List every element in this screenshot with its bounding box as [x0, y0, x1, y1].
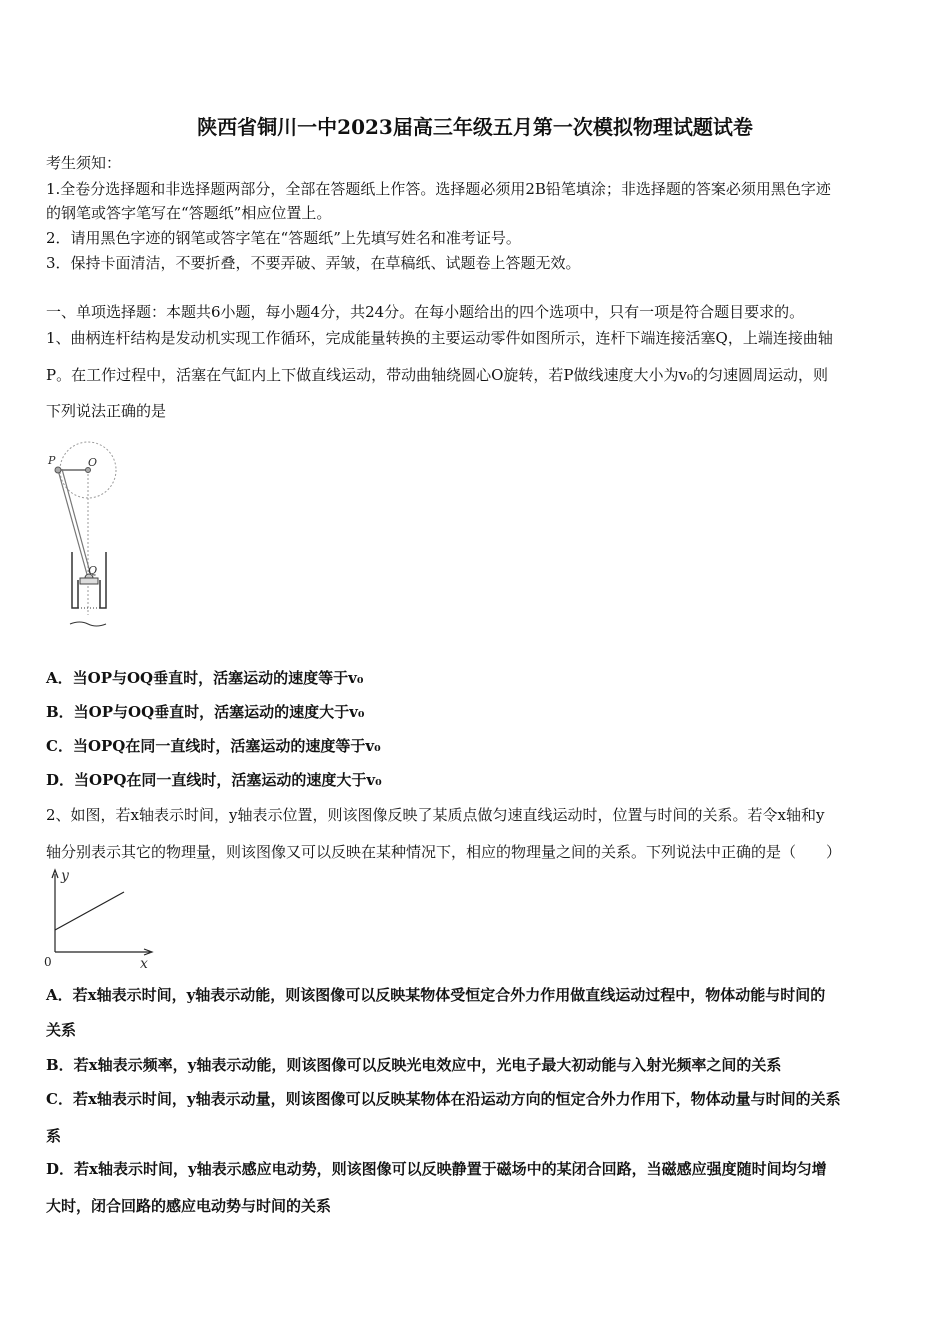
q2-option-b: B．若x轴表示频率，y轴表示动能，则该图像可以反映光电效应中，光电子最大初动能与入射光频率之间的关系 — [46, 1056, 782, 1074]
q2-option-c-cont: 系 — [46, 1127, 62, 1145]
q2-text: 轴分别表示其它的物理量，则该图像又可以反映在某种情况下，相应的物理量之间的关系。下列说法中正确的是（ ） — [46, 843, 842, 861]
label-p: P — [48, 454, 56, 467]
notice-line: 3．保持卡面清洁，不要折叠，不要弄破、弄皱，在草稿纸、试题卷上答题无效。 — [46, 254, 581, 272]
q2-option-c: C．若x轴表示时间，y轴表示动量，则该图像可以反映某物体在沿运动方向的恒定合外力作用下，物体动量与时间的关系 — [46, 1090, 841, 1108]
q1-option-c: C．当OPQ在同一直线时，活塞运动的速度等于v₀ — [46, 737, 381, 755]
crank-figure — [44, 440, 124, 640]
q1-text: P。在工作过程中，活塞在气缸内上下做直线运动，带动曲轴绕圆心O旋转，若P做线速度大小为v₀的匀速圆周运动，则 — [46, 366, 828, 384]
section-heading: 一、单项选择题：本题共6小题，每小题4分，共24分。在每小题给出的四个选项中，只有一项是符合题目要求的。 — [46, 303, 805, 321]
q1-text: 1、曲柄连杆结构是发动机实现工作循环，完成能量转换的主要运动零件如图所示，连杆下端连接活塞Q，上端连接曲轴 — [46, 329, 833, 347]
linear-graph — [40, 866, 160, 974]
label-q: Q — [88, 564, 98, 577]
origin-label: 0 — [44, 955, 52, 969]
notice-heading: 考生须知： — [46, 154, 122, 172]
axis-y-label: y — [61, 868, 69, 884]
page-title: 陕西省铜川一中2023届高三年级五月第一次模拟物理试题试卷 — [197, 115, 753, 139]
axis-x-label: x — [140, 956, 148, 972]
q2-text: 2、如图，若x轴表示时间，y轴表示位置，则该图像反映了某质点做匀速直线运动时，位置与时间的关系。若令x轴和y — [46, 806, 825, 824]
notice-line: 2．请用黑色字迹的钢笔或答字笔在“答题纸”上先填写姓名和准考证号。 — [46, 229, 521, 247]
q2-option-d: D．若x轴表示时间，y轴表示感应电动势，则该图像可以反映静置于磁场中的某闭合回路，当磁感应强度随时间均匀增 — [46, 1160, 827, 1178]
q1-text: 下列说法正确的是 — [46, 402, 167, 420]
q1-option-a: A．当OP与OQ垂直时，活塞运动的速度等于v₀ — [46, 669, 364, 687]
q1-option-b: B．当OP与OQ垂直时，活塞运动的速度大于v₀ — [46, 703, 365, 721]
q2-option-a-cont: 关系 — [46, 1021, 77, 1039]
q2-option-d-cont: 大时，闭合回路的感应电动势与时间的关系 — [46, 1197, 332, 1215]
q2-option-a: A．若x轴表示时间，y轴表示动能，则该图像可以反映某物体受恒定合外力作用做直线运动过程中，物体动能与时间的 — [46, 986, 826, 1004]
q1-option-d: D．当OPQ在同一直线时，活塞运动的速度大于v₀ — [46, 771, 382, 789]
notice-line: 的钢笔或答字笔写在“答题纸”相应位置上。 — [46, 204, 332, 222]
label-o: O — [88, 456, 98, 469]
notice-line: 1.全卷分选择题和非选择题两部分，全部在答题纸上作答。选择题必须用2B铅笔填涂；非选择题的答案必须用黑色字迹 — [46, 180, 831, 198]
